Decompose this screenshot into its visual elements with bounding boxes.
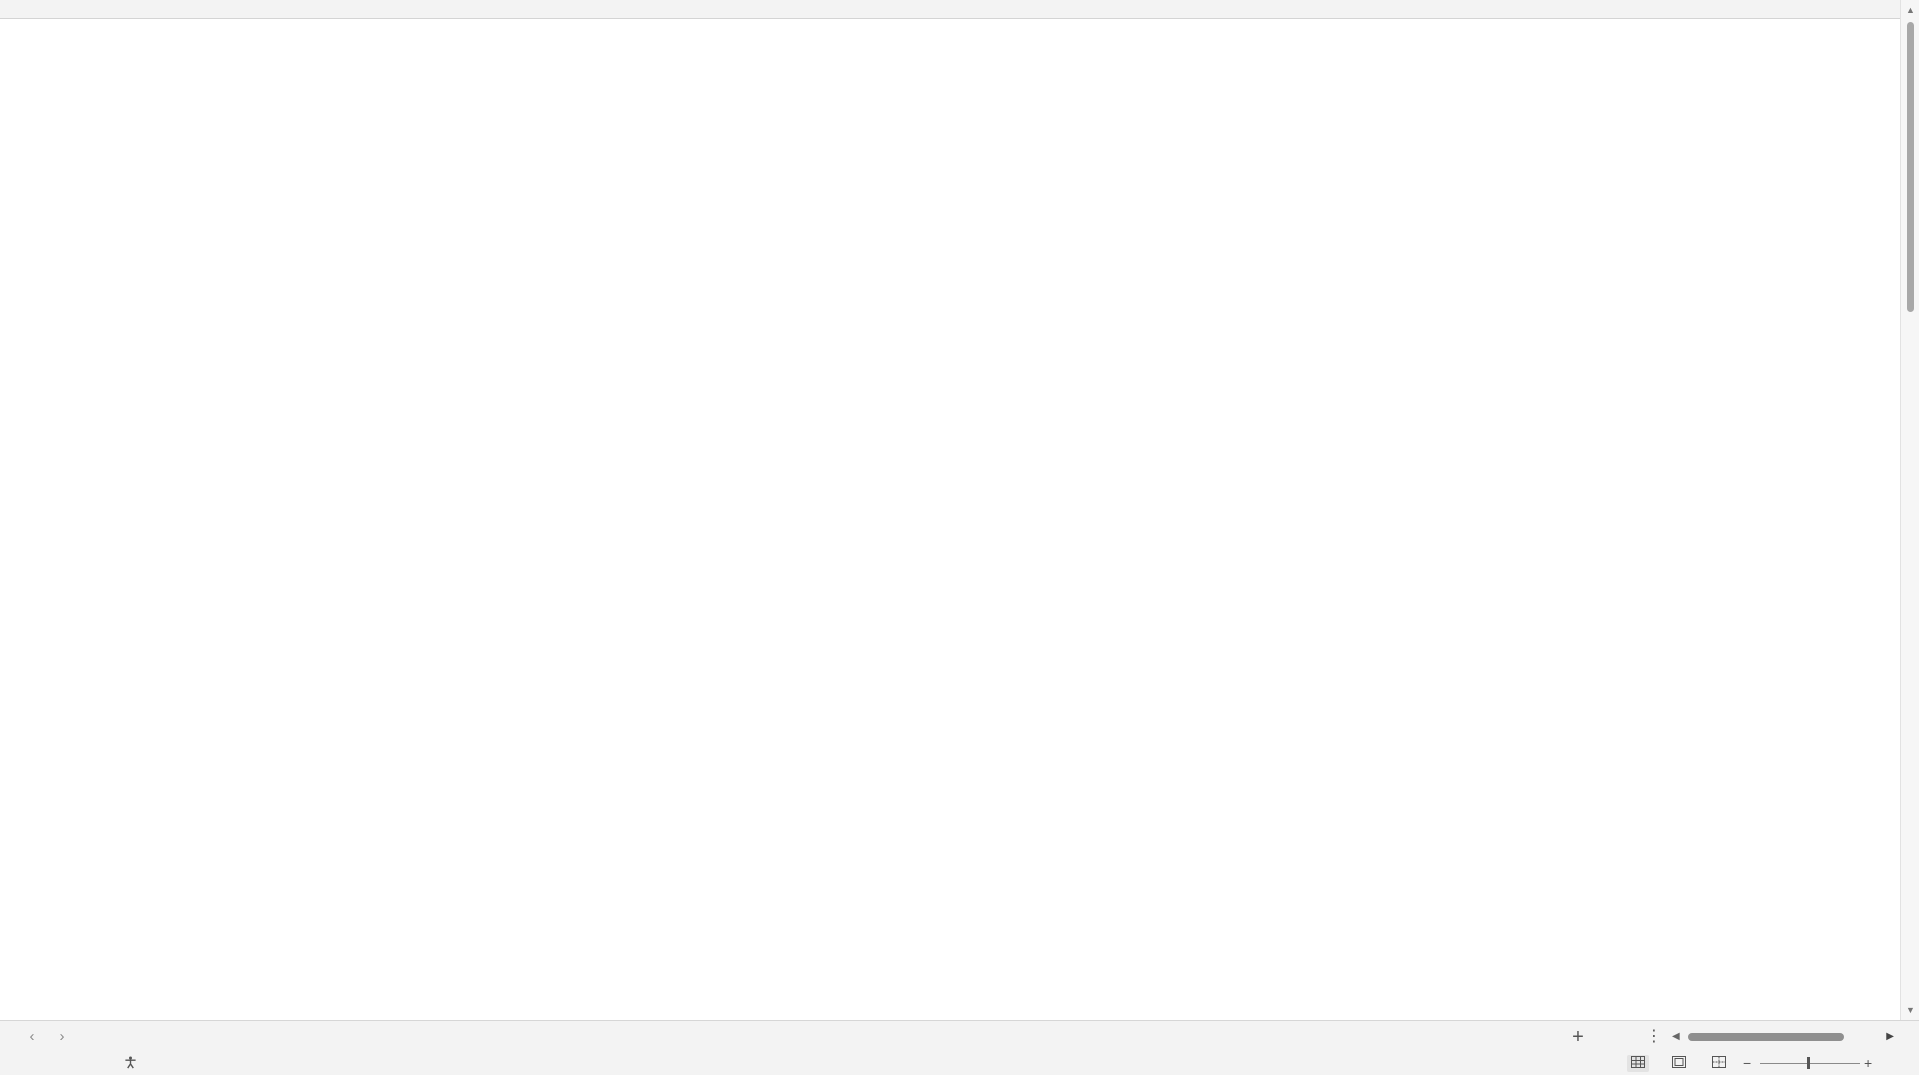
column-headers [0, 0, 1900, 19]
accessibility-icon[interactable] [124, 1052, 137, 1075]
zoom-in-icon[interactable]: + [1864, 1055, 1873, 1071]
zoom-out-icon[interactable]: − [1743, 1055, 1752, 1071]
page-break-icon[interactable] [1708, 1055, 1730, 1072]
sheet-tab-bar [0, 1020, 1919, 1052]
chevron-right-icon[interactable]: › [59, 1028, 65, 1045]
vertical-ellipsis-icon[interactable]: ⋮ [1646, 1028, 1662, 1045]
status-bar [0, 1052, 1919, 1075]
horizontal-scroll-thumb[interactable] [1688, 1033, 1844, 1041]
page-layout-icon[interactable] [1668, 1055, 1690, 1072]
chevron-left-icon[interactable]: ‹ [29, 1028, 35, 1045]
grid-view-icon[interactable] [1627, 1055, 1649, 1072]
scroll-up-icon[interactable]: ▲ [1906, 5, 1915, 15]
plus-icon[interactable]: + [1572, 1026, 1584, 1048]
vertical-scroll-thumb[interactable] [1907, 22, 1914, 312]
scroll-down-icon[interactable]: ▼ [1906, 1005, 1915, 1015]
vertical-scrollbar[interactable] [1900, 0, 1919, 1020]
scroll-right-icon[interactable]: ▶ [1886, 1031, 1894, 1042]
spreadsheet-grid[interactable] [24, 19, 1900, 1020]
scroll-left-icon[interactable]: ◀ [1672, 1031, 1680, 1042]
horizontal-scrollbar[interactable] [1672, 1029, 1894, 1045]
zoom-slider-thumb[interactable] [1807, 1057, 1810, 1069]
zoom-slider[interactable] [1760, 1063, 1860, 1064]
